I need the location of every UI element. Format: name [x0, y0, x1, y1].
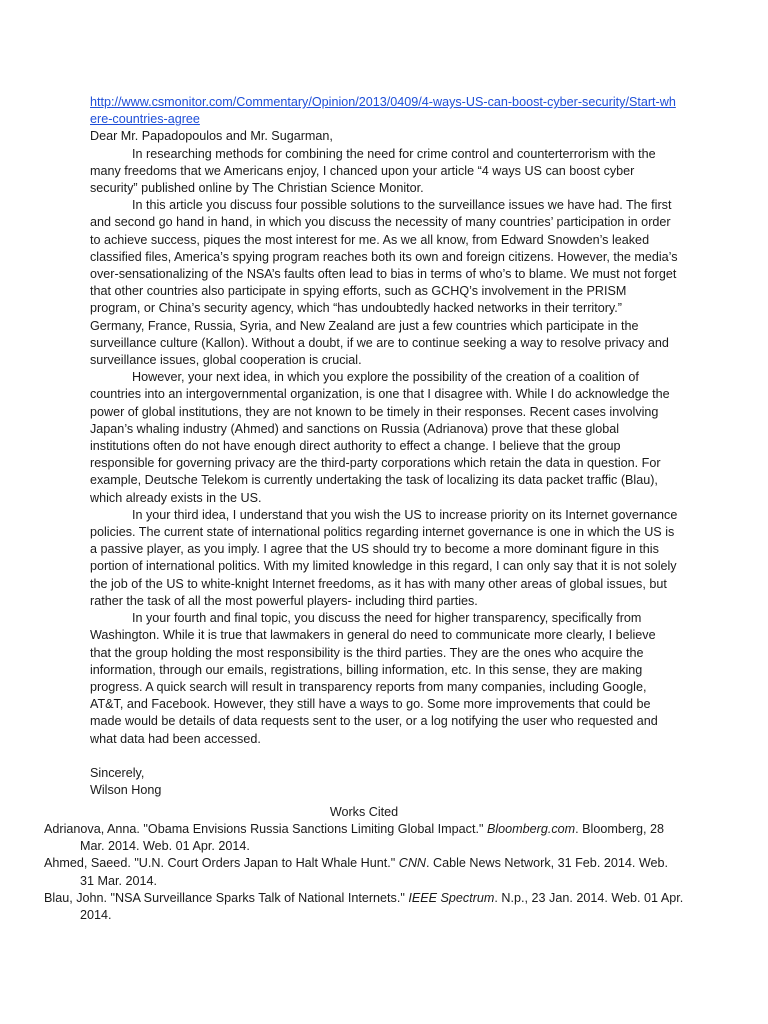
salutation: Dear Mr. Papadopoulos and Mr. Sugarman, [90, 129, 333, 144]
works-cited [44, 805, 684, 924]
works-cited-heading: Works Cited [329, 805, 399, 819]
citation-source: CNN [398, 856, 427, 871]
letter-body [90, 94, 678, 799]
citation-details: . Cable News Network, 31 Feb. 2014. Web. 31 Mar. 2014. [80, 856, 668, 888]
closing: Sincerely, [90, 765, 145, 780]
spacer [90, 748, 678, 765]
paragraph-coalition: However, your next idea, in which you explore the possibility of the creation of a coalition of countries into an intergovernmental organization, is one that I disagree with. While I do acknowledge the power of global institutions, they are not known to be timely in their responses. Recent cases involving Japan’s whaling industry (Ahmed) and sanctions on Russia (Adrianova) prove that these global institutions often do not have enough direct authority to effect a change. I believe that the group responsible for governing privacy are the third-party corporations which retain the data in question. For example, Deutsche Telekom is currently undertaking the task of localizing its data packet traffic (Blau), which already exists in the US. [90, 370, 670, 505]
citation-text: Ahmed, Saeed. "U.N. Court Orders Japan to Halt Whale Hunt." [44, 856, 399, 871]
paragraph-intro: In researching methods for combining the need for crime control and counterterrorism with the many freedoms that we Americans enjoy, I chanced upon your article “4 ways US can boost cyber security” published online by The Christian Science Monitor. [90, 146, 656, 196]
paragraph-transparency: In your fourth and final topic, you discuss the need for higher transparency, specifically from Washington. While it is true that lawmakers in general do need to communicate more clearly, I believe that the group holding the most responsibility is the third parties. They are the ones who acquire the information, through our emails, registrations, billing information, etc. In this sense, they are making progress. A quick search will result in transparency reports from many companies, including Google, AT&T, and Facebook. However, they still have a ways to go. Some more improvements that could be made would be details of data requests sent to the user, or a log notifying the user who requested and what data had been accessed. [90, 611, 658, 746]
signature: Wilson Hong [90, 783, 162, 798]
citation-entry [44, 821, 684, 855]
article-link[interactable]: http://www.csmonitor.com/Commentary/Opinion/2013/0409/4-ways-US-can-boost-cyber-security/Start-where-countries-agree [90, 95, 676, 127]
citation-text: Adrianova, Anna. "Obama Envisions Russia Sanctions Limiting Global Impact." [44, 822, 487, 836]
paragraph-cooperation: In this article you discuss four possible solutions to the surveillance issues we have had. The first and second go hand in hand, in which you discuss the necessity of many countries’ participation in order to achieve success, piques the most interest for me. As we all know, from Edward Snowden’s leaked classified files, America’s spying program reaches both its own and foreign citizens. However, the media’s over-sensationalizing of the NSA’s faults often lead to bias in terms of who’s to blame. We must not forget that other countries also participate in spying efforts, such as GCHQ’s involvement in the PRISM program, or China’s security agency, which “has undoubtedly hacked networks in their territory.” Germany, France, Russia, Syria, and New Zealand are just a few countries which participate in the surveillance culture (Kallon). Without a doubt, if we are to continue seeking a way to resolve privacy and surveillance issues, global cooperation is crucial. [90, 198, 678, 368]
citation-source: Bloomberg.com [486, 822, 576, 836]
paragraph-governance: In your third idea, I understand that you wish the US to increase priority on its Internet governance policies. The current state of international politics regarding internet governance is one in which the US is a passive player, as you imply. I agree that the US should try to become a more dominant figure in this portion of international politics. With my limited knowledge in this regard, I can only say that it is not solely the job of the US to white-knight Internet freedoms, as it has with many other areas of global issues, but rather the task of all the most powerful players- including third parties. [90, 507, 678, 608]
citation-entry [44, 890, 684, 924]
citation-text: Blau, John. "NSA Surveillance Sparks Talk of National Internets." [44, 890, 409, 905]
citation-details: . Bloomberg, 28 Mar. 2014. Web. 01 Apr. 2014. [80, 822, 665, 854]
citation-details: . N.p., 23 Jan. 2014. Web. 01 Apr. 2014. [80, 890, 684, 923]
citation-source: IEEE Spectrum [408, 890, 495, 905]
citation-entry [44, 855, 684, 889]
